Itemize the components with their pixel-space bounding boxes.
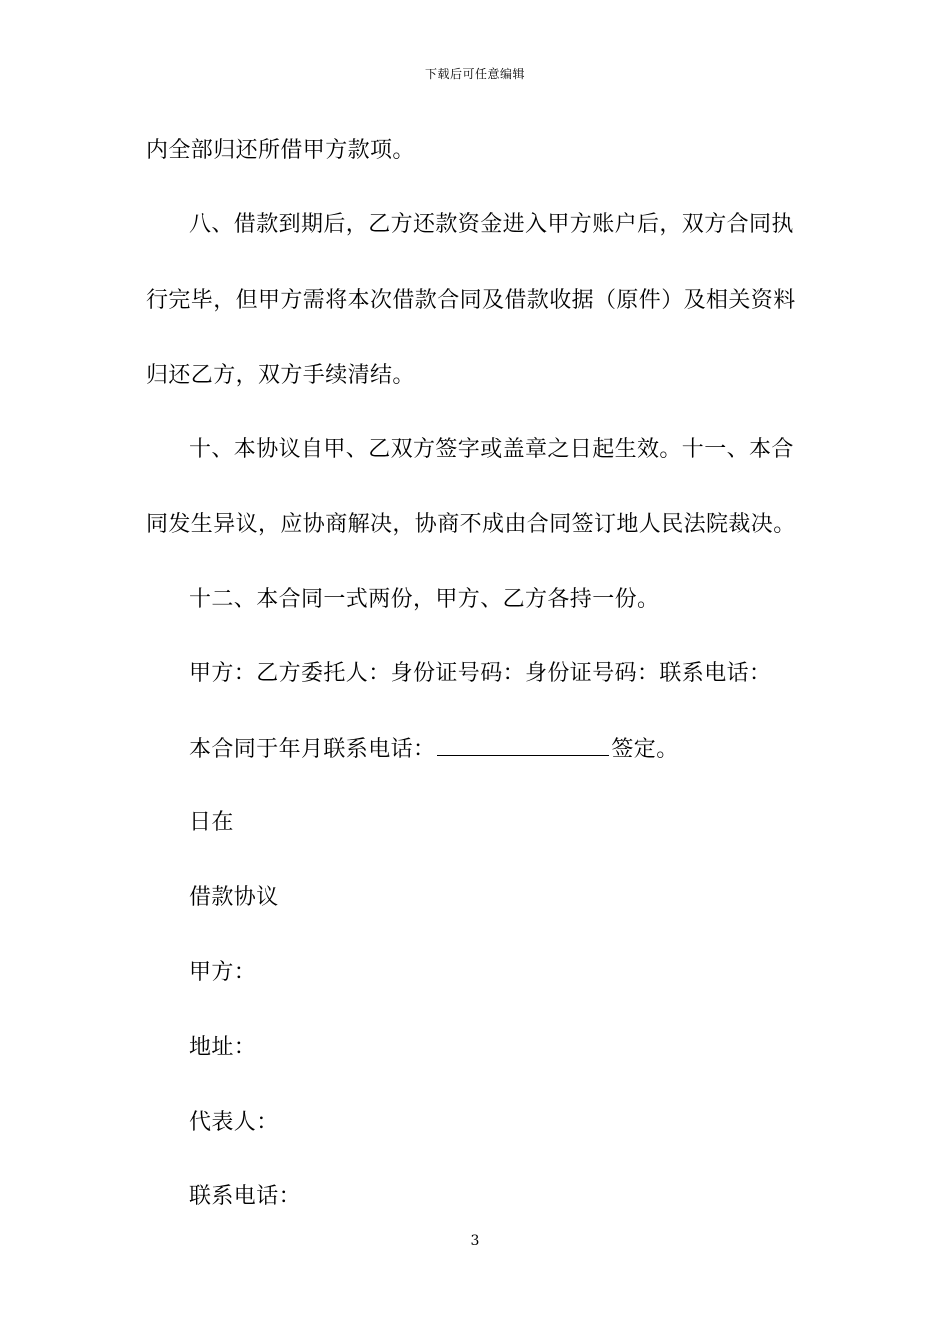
paragraph-line: 行完毕，但甲方需将本次借款合同及借款收据（原件）及相关资料	[146, 288, 796, 313]
field-party-a: 甲方：	[189, 960, 257, 985]
paragraph-line: 同发生异议，应协商解决，协商不成由合同签订地人民法院裁决。	[146, 512, 796, 537]
header-note: 下载后可任意编辑	[424, 67, 525, 81]
signing-suffix: 签定。	[611, 737, 679, 762]
paragraph-line: 十、本协议自甲、乙双方签字或盖章之日起生效。十一、本合	[189, 437, 794, 462]
signing-line	[189, 733, 679, 765]
paragraph-line: 归还乙方，双方手续清结。	[146, 363, 415, 388]
page-number: 3	[470, 1233, 480, 1249]
paragraph-line: 十二、本合同一式两份，甲方、乙方各持一份。	[189, 587, 660, 612]
field-line: 日在	[189, 810, 234, 835]
agreement-title: 借款协议	[189, 885, 279, 910]
paragraph-line: 八、借款到期后，乙方还款资金进入甲方账户后，双方合同执	[189, 212, 794, 237]
signing-prefix: 本合同于年月联系电话：	[189, 737, 436, 762]
signing-blank	[437, 733, 609, 756]
field-address: 地址：	[189, 1035, 257, 1060]
field-representative: 代表人：	[189, 1110, 279, 1135]
field-phone: 联系电话：	[189, 1184, 302, 1209]
paragraph-line: 内全部归还所借甲方款项。	[146, 138, 415, 163]
party-info-line: 甲方：乙方委托人：身份证号码：身份证号码：联系电话：	[189, 661, 772, 686]
